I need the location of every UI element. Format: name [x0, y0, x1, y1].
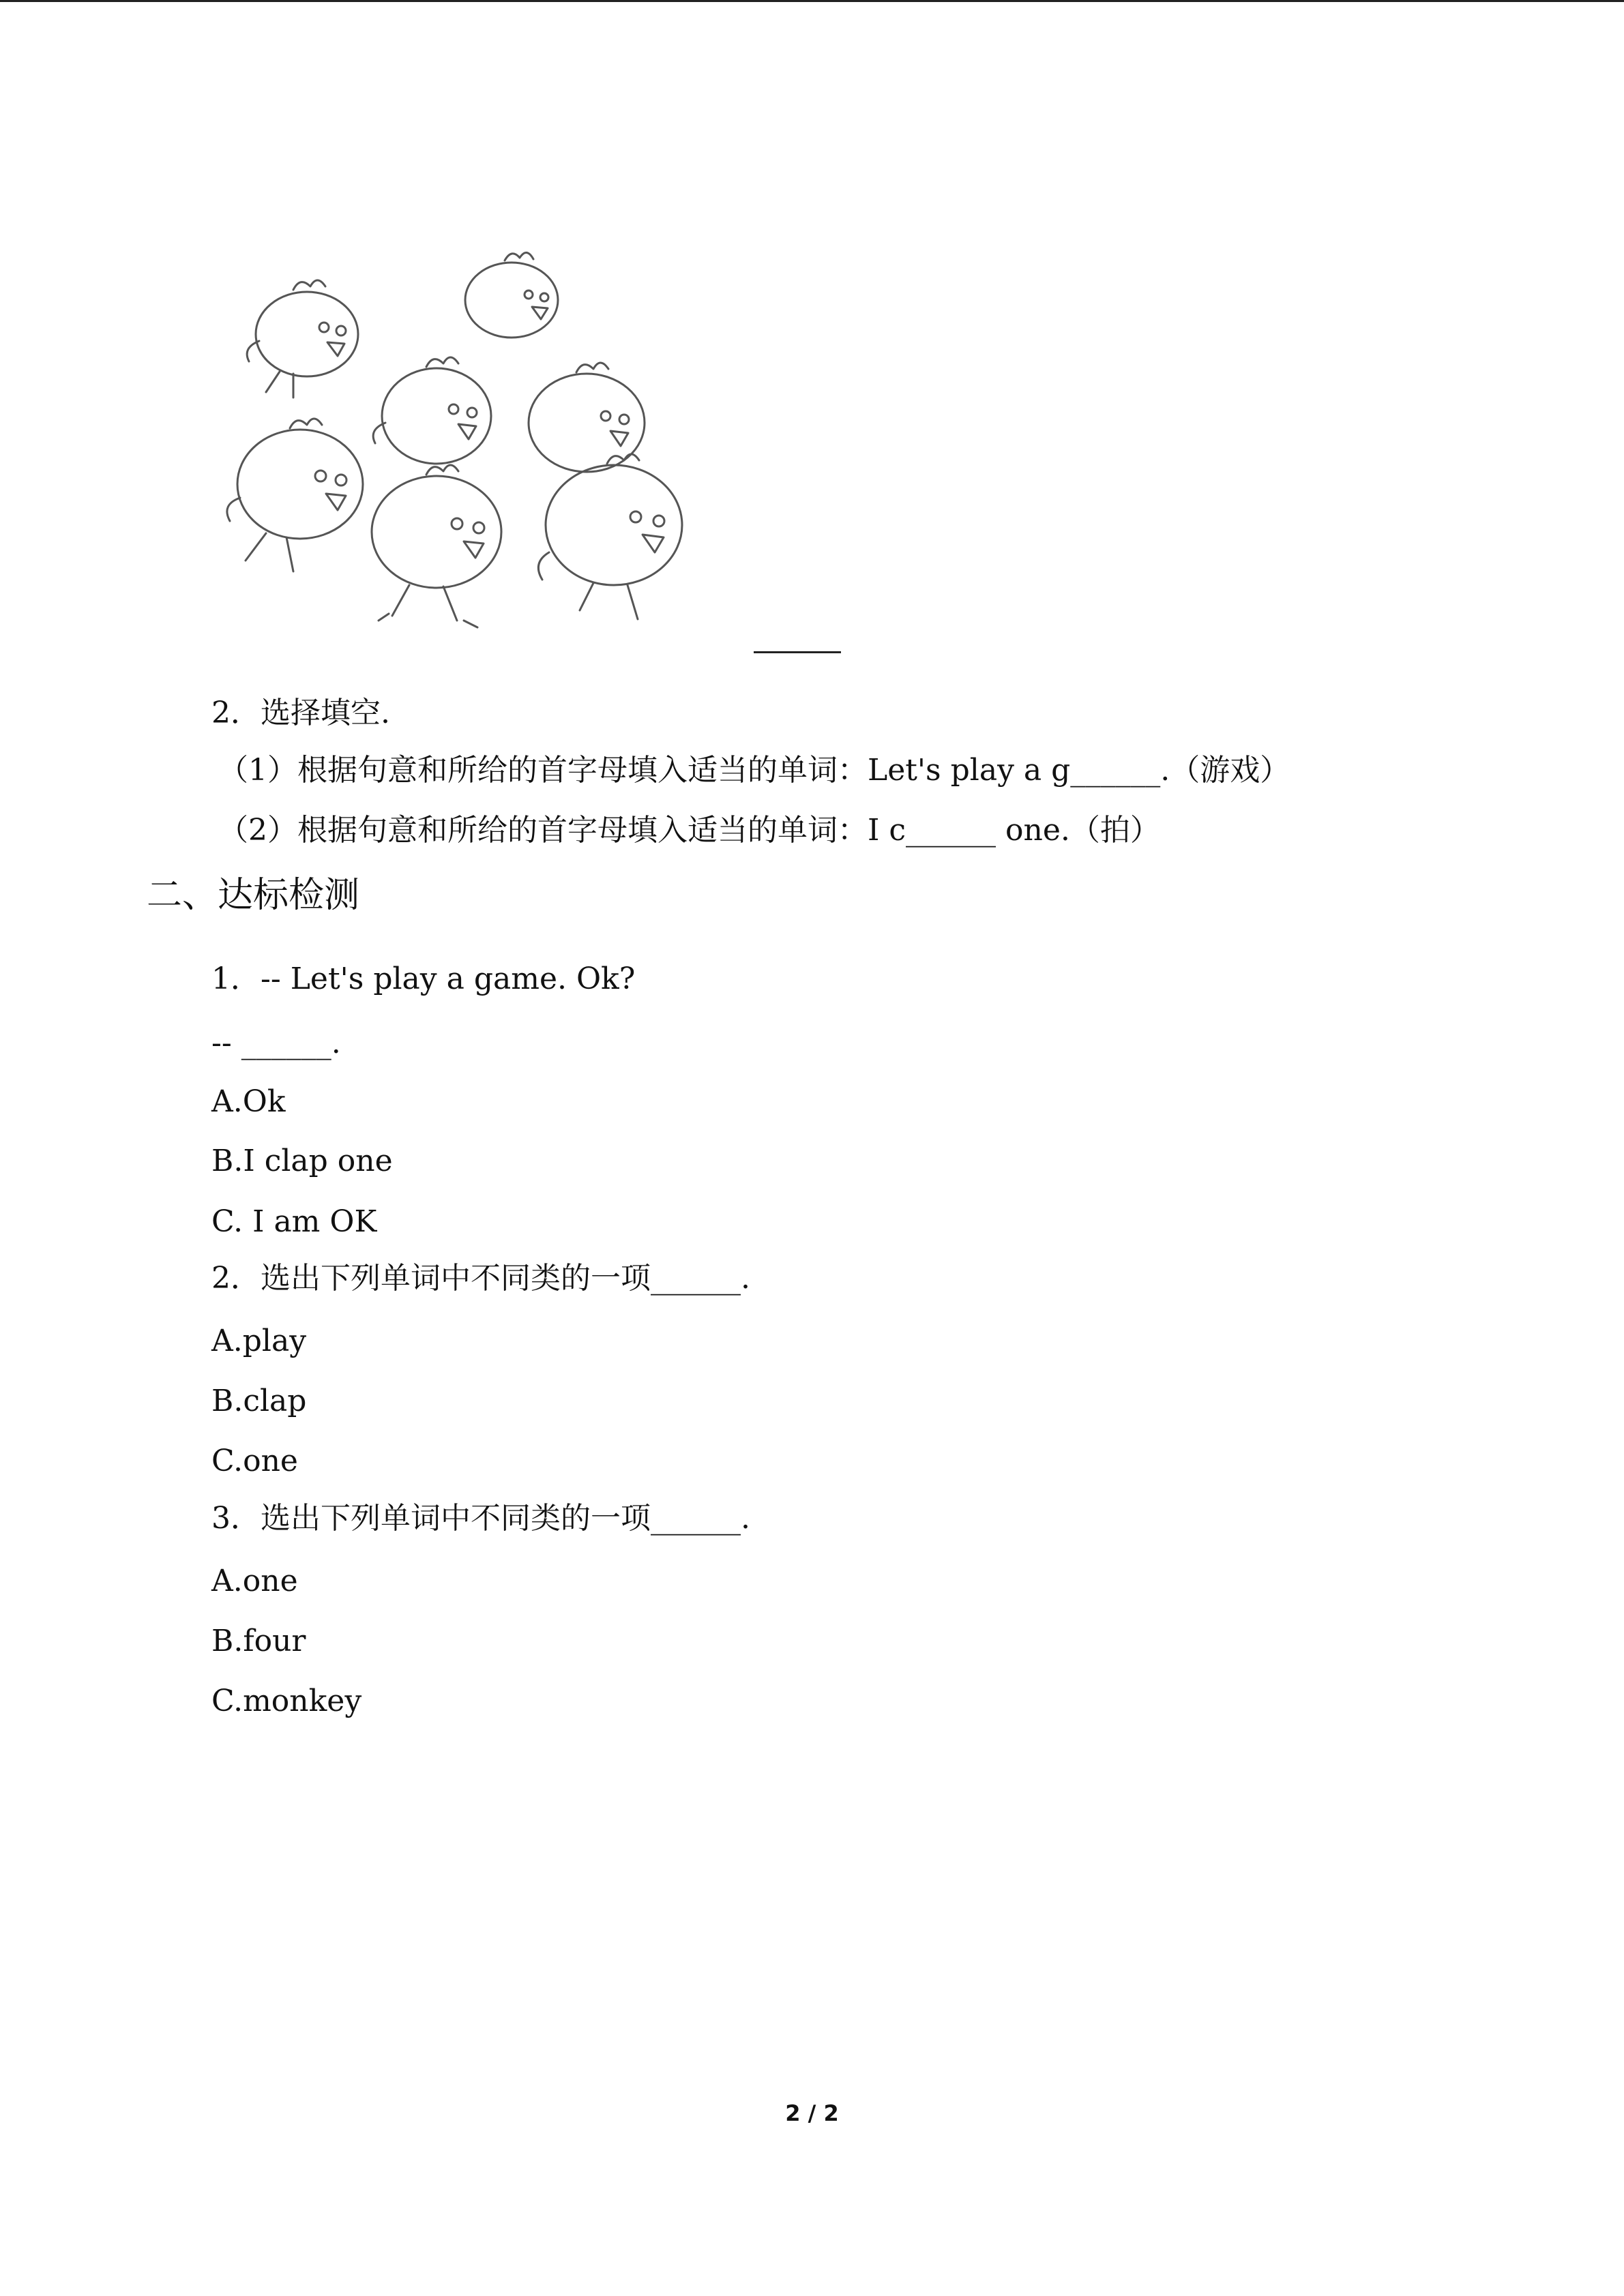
chick-1 [247, 280, 358, 398]
s2-q3-stem: 3．选出下列单词中不同类的一项______. [211, 1501, 750, 1536]
s2-q1-response: -- ______. [211, 1026, 341, 1060]
illustration-answer-blank[interactable] [754, 651, 841, 653]
s2-q3-option-b[interactable]: B.four [211, 1624, 306, 1658]
chick-5 [227, 419, 363, 571]
chick-3 [373, 357, 491, 464]
page-top-border [0, 0, 1624, 2]
q2-item-1: （1）根据句意和所给的首字母填入适当的单词：Let's play a g______.（游戏） [218, 753, 1290, 788]
chick-7 [538, 454, 682, 619]
chick-2 [465, 252, 558, 338]
s2-q2-option-b[interactable]: B.clap [211, 1384, 307, 1418]
s2-q2-option-a[interactable]: A.play [211, 1324, 307, 1358]
s2-q3-option-a[interactable]: A.one [211, 1564, 298, 1598]
s2-q2-option-c[interactable]: C.one [211, 1444, 298, 1478]
s2-q1-option-b[interactable]: B.I clap one [211, 1144, 393, 1178]
chicks-illustration [205, 198, 723, 634]
q2-item-2: （2）根据句意和所给的首字母填入适当的单词：I c______ one.（拍） [218, 813, 1160, 848]
section-title: 二、达标检测 [147, 875, 360, 916]
q2-title: 2．选择填空. [211, 696, 390, 730]
chick-6 [372, 465, 501, 627]
s2-q1-option-c[interactable]: C. I am OK [211, 1204, 377, 1239]
s2-q1-option-a[interactable]: A.Ok [211, 1084, 286, 1119]
s2-q1-stem: 1．-- Let's play a game. Ok? [211, 961, 636, 996]
page-number: 2 / 2 [785, 2100, 839, 2126]
s2-q3-option-c[interactable]: C.monkey [211, 1684, 362, 1718]
s2-q2-stem: 2．选出下列单词中不同类的一项______. [211, 1261, 750, 1296]
